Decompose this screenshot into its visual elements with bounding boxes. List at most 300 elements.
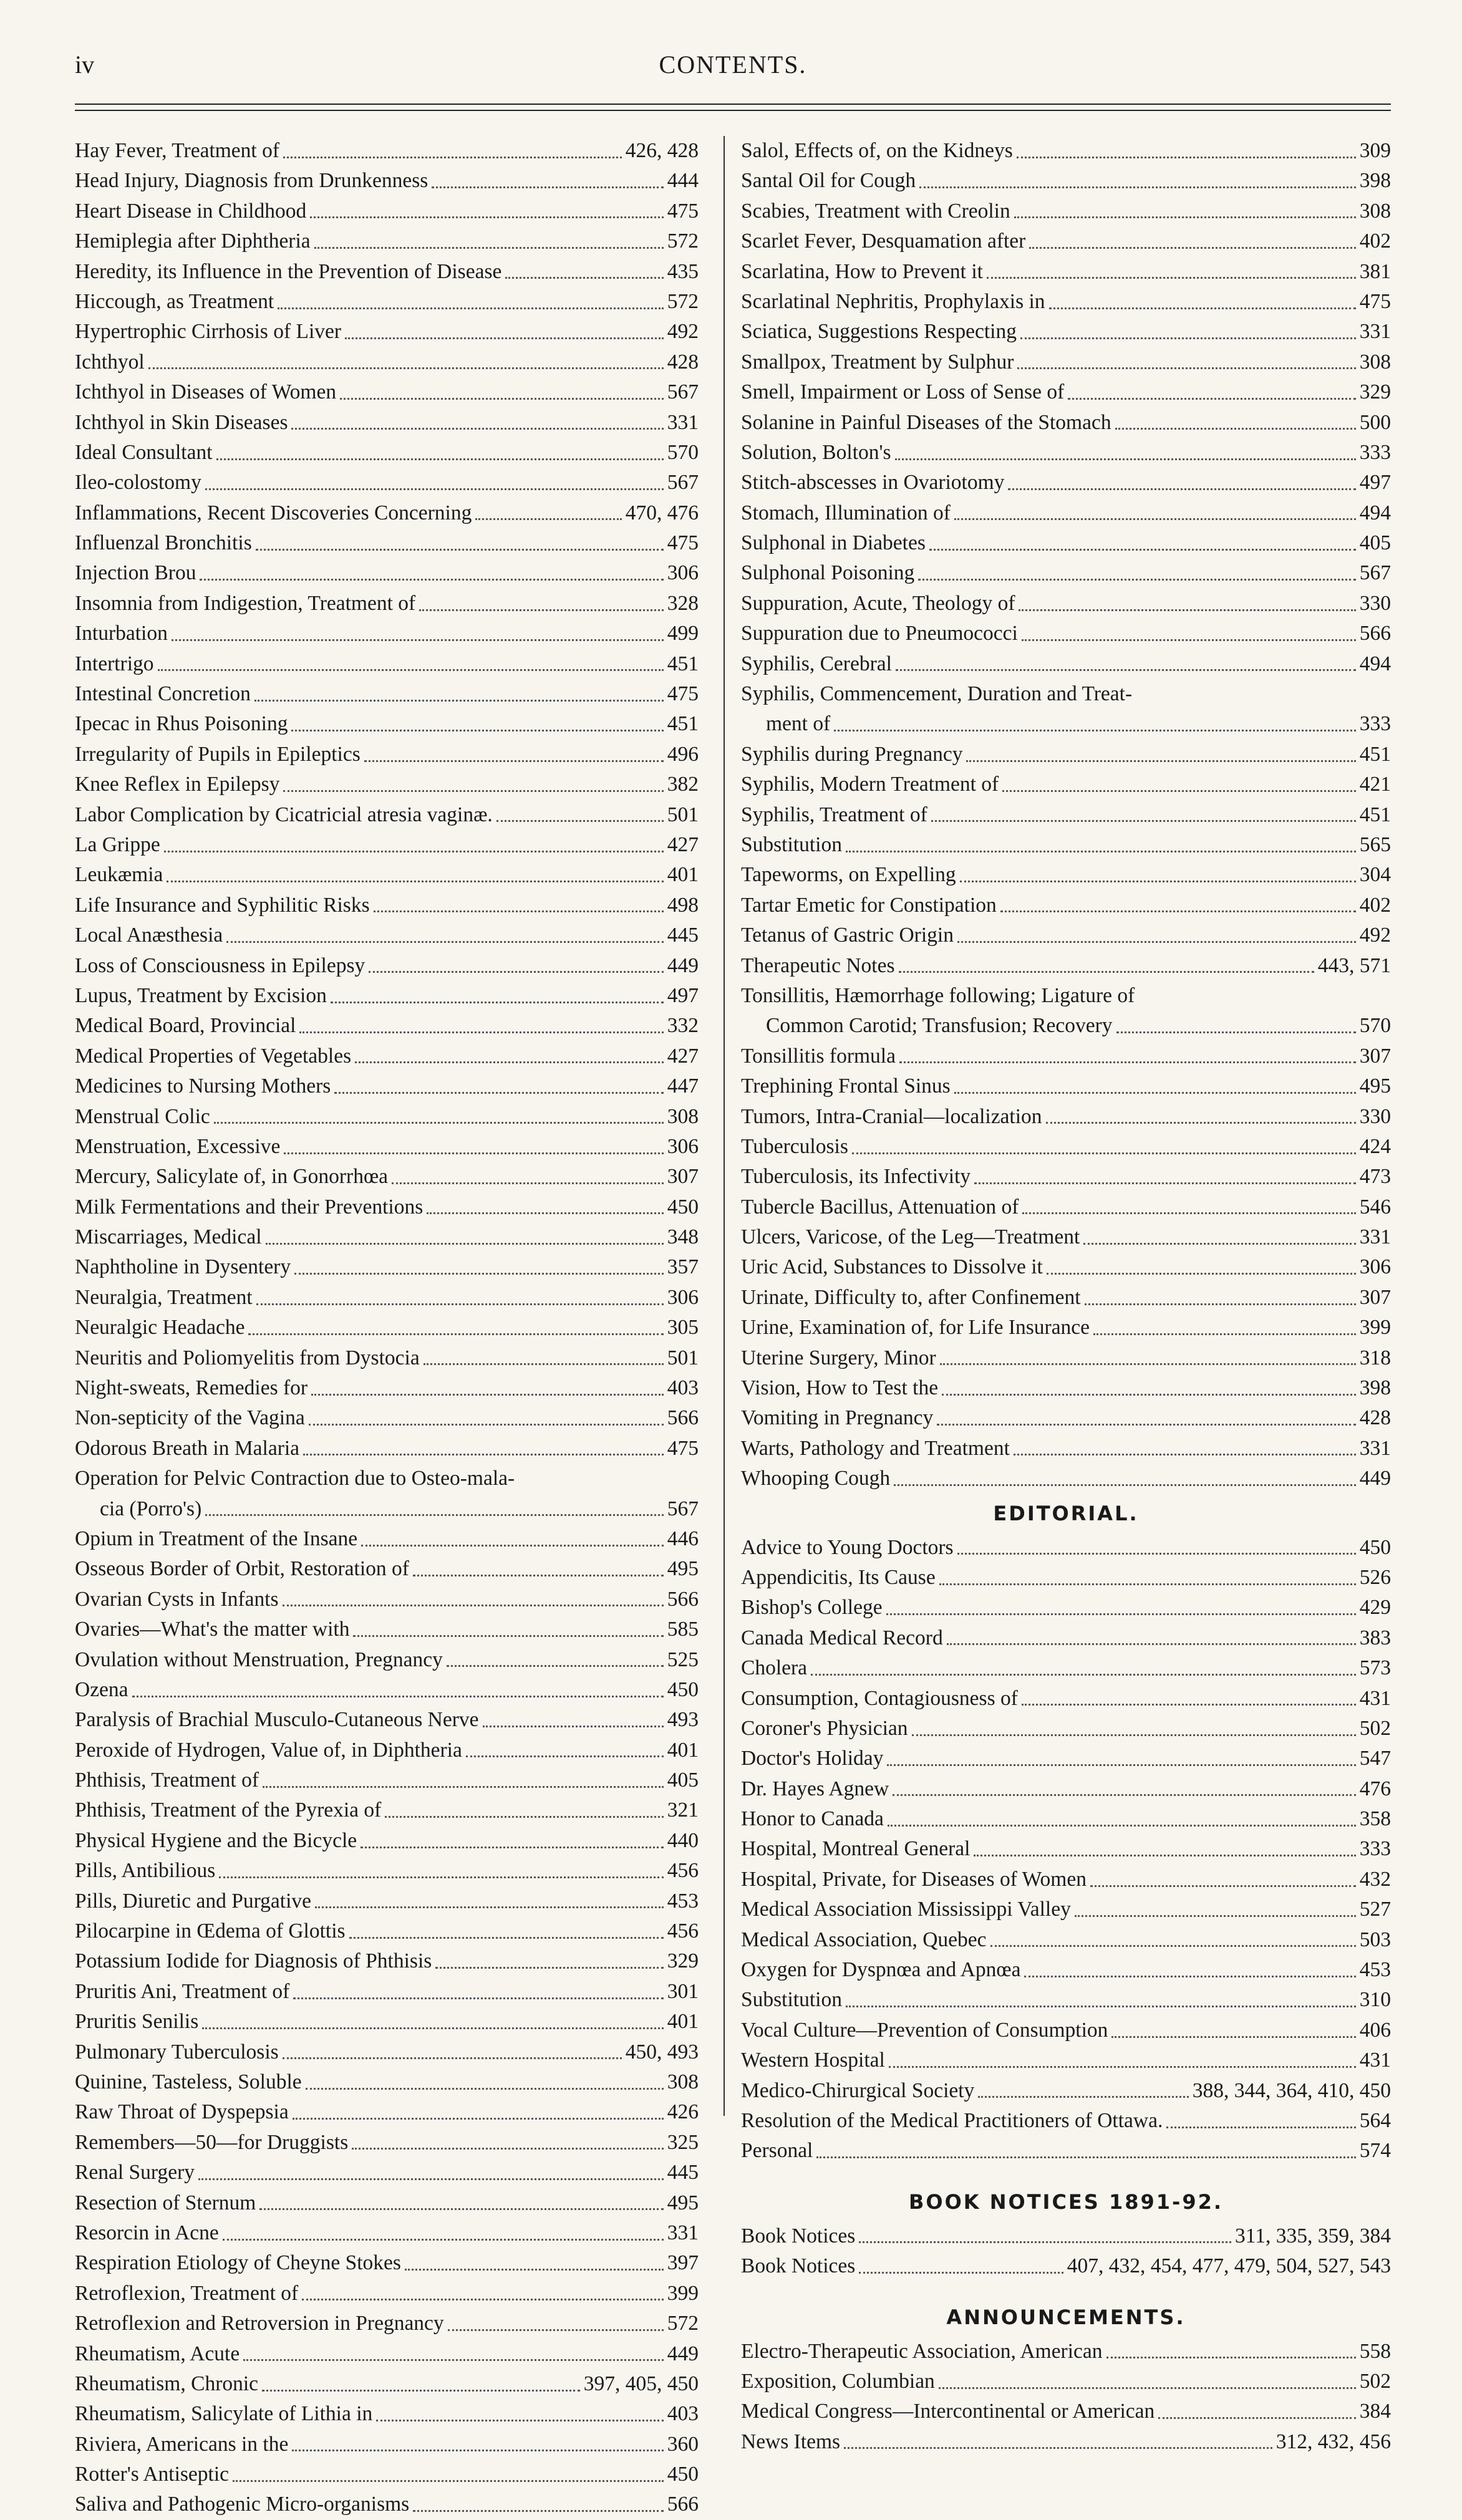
entry-title: Potassium Iodide for Diagnosis of Phthisis: [75, 1949, 432, 1973]
entry-page: 445: [667, 924, 699, 947]
dot-leader: [966, 760, 1355, 762]
entry-title: Heredity, its Influence in the Prevention of Disease: [75, 259, 502, 283]
entry-title: Knee Reflex in Epilepsy: [75, 773, 280, 796]
dot-leader: [974, 1182, 1356, 1184]
header-rule-bottom: [75, 110, 1391, 111]
entry-page: 348: [667, 1225, 699, 1249]
entry-page: 566: [667, 1406, 699, 1430]
entry-page: 525: [667, 1648, 699, 1671]
entry-title: Resection of Sternum: [75, 2191, 256, 2214]
dot-leader: [929, 549, 1356, 551]
entry-title: Tubercle Bacillus, Attenuation of: [741, 1195, 1019, 1219]
index-entry: [75, 1464, 699, 1494]
index-entry: [741, 619, 1391, 649]
entry-page: 451: [667, 652, 699, 675]
entry-page: 450: [1359, 1535, 1391, 1559]
entry-title: Life Insurance and Syphilitic Risks: [75, 893, 370, 917]
entry-title: Tapeworms, on Expelling: [741, 863, 956, 887]
index-column-left: [75, 136, 699, 2520]
dot-leader: [1022, 1704, 1356, 1706]
entry-page: 495: [1359, 1074, 1391, 1098]
entry-title: Cholera: [741, 1656, 808, 1680]
index-entry: [741, 1895, 1391, 1924]
dot-leader: [310, 216, 664, 218]
entry-title: Influenzal Bronchitis: [75, 531, 252, 555]
entry-page: 476: [1359, 1777, 1391, 1800]
dot-leader: [254, 700, 664, 702]
index-entry: [741, 1804, 1391, 1834]
dot-leader: [859, 2241, 1231, 2243]
entry-page: 333: [1359, 1837, 1391, 1861]
dot-leader: [223, 2239, 664, 2241]
entry-page: 401: [667, 2010, 699, 2034]
index-entry: [75, 377, 699, 407]
dot-leader: [447, 1665, 664, 1667]
dot-leader: [353, 1635, 663, 1637]
dot-leader: [266, 1243, 664, 1245]
index-entry: [75, 347, 699, 377]
entry-title: La Grippe: [75, 833, 160, 856]
entry-title: Retroflexion and Retroversion in Pregnancy: [75, 2312, 444, 2335]
index-entry: [75, 1765, 699, 1795]
dot-leader: [340, 398, 664, 400]
entry-page: 456: [667, 1859, 699, 1883]
index-entry: [75, 1916, 699, 1946]
entry-page: 558: [1359, 2339, 1391, 2363]
entry-page: 381: [1359, 259, 1391, 283]
entry-page: 428: [667, 350, 699, 374]
entry-title: Phthisis, Treatment of the Pyrexia of: [75, 1798, 382, 1822]
entry-title: Head Injury, Diagnosis from Drunkenness: [75, 169, 428, 193]
entry-title: News Items: [741, 2430, 841, 2453]
index-entry: [75, 2188, 699, 2218]
index-entry: [75, 740, 699, 770]
entry-page: 450: [667, 1195, 699, 1219]
index-entry: [741, 800, 1391, 830]
index-entry: [741, 1192, 1391, 1222]
index-entry: [741, 891, 1391, 920]
index-entry: [75, 830, 699, 860]
entry-title: Tetanus of Gastric Origin: [741, 924, 954, 947]
dot-leader: [1166, 2127, 1355, 2128]
dot-leader: [427, 1212, 664, 1214]
dot-leader: [435, 1967, 663, 1969]
entry-title: Ipecac in Rhus Poisoning: [75, 712, 288, 736]
entry-page: 570: [1359, 1014, 1391, 1038]
entry-title: Bishop's College: [741, 1596, 883, 1620]
entry-title: Suppuration due to Pneumococci: [741, 622, 1018, 645]
index-entry: [75, 2218, 699, 2248]
dot-leader: [243, 2359, 664, 2361]
entry-page: 424: [1359, 1134, 1391, 1158]
index-entry: [75, 800, 699, 830]
index-entry: [741, 1985, 1391, 2015]
index-entry: [741, 981, 1391, 1011]
entry-page: 428: [1359, 1406, 1391, 1430]
entry-title: Solution, Bolton's: [741, 440, 891, 464]
index-entry: [75, 2309, 699, 2339]
entry-page: 435: [667, 259, 699, 283]
dot-leader: [912, 1734, 1356, 1736]
entry-page: 573: [1359, 1656, 1391, 1680]
entry-title: Hiccough, as Treatment: [75, 289, 274, 313]
entry-title: Book Notices: [741, 2254, 856, 2278]
dot-leader: [413, 2510, 664, 2512]
dot-leader: [960, 881, 1356, 882]
dot-leader: [291, 730, 663, 731]
entry-page: 572: [667, 2312, 699, 2335]
index-entry: [741, 1464, 1391, 1494]
entry-page: 318: [1359, 1346, 1391, 1369]
entry-page: 567: [667, 1497, 699, 1520]
dot-leader: [834, 730, 1355, 731]
dot-leader: [1049, 307, 1356, 309]
entry-page: 301: [667, 1979, 699, 2003]
index-entry: [741, 2136, 1391, 2166]
entry-page: 397: [667, 2251, 699, 2275]
dot-leader: [216, 458, 664, 460]
index-entry: [75, 2007, 699, 2037]
dot-leader: [859, 2272, 1063, 2274]
entry-title: Stomach, Illumination of: [741, 501, 951, 524]
entry-page: 494: [1359, 652, 1391, 675]
entry-title: Labor Complication by Cicatricial atresia vaginæ.: [75, 803, 493, 826]
entry-title: Warts, Pathology and Treatment: [741, 1436, 1010, 1460]
entry-page: 440: [667, 1828, 699, 1852]
index-entry: [75, 468, 699, 498]
dot-leader: [931, 820, 1356, 822]
dot-leader: [345, 337, 664, 339]
entry-page: 403: [667, 2402, 699, 2426]
entry-title: Intertrigo: [75, 652, 154, 675]
entry-title: Canada Medical Record: [741, 1626, 943, 1649]
entry-title: Dr. Hayes Agnew: [741, 1777, 889, 1800]
entry-title: Electro-Therapeutic Association, American: [741, 2339, 1103, 2363]
index-entry: [75, 528, 699, 558]
index-entry: [75, 1585, 699, 1615]
index-entry: [75, 1011, 699, 1041]
entry-page: 475: [667, 682, 699, 706]
dot-leader: [374, 910, 664, 912]
entry-title: Menstrual Colic: [75, 1104, 210, 1128]
entry-title: Syphilis during Pregnancy: [741, 742, 963, 766]
dot-leader: [942, 1394, 1356, 1396]
entry-title: Heart Disease in Childhood: [75, 199, 307, 223]
index-entry: [75, 1283, 699, 1313]
index-entry: [741, 709, 1391, 739]
dot-leader: [1083, 1243, 1355, 1245]
dot-leader: [158, 669, 664, 671]
entry-title: Smell, Impairment or Loss of Sense of: [741, 380, 1065, 404]
entry-title: Sulphonal Poisoning: [741, 561, 915, 585]
index-entry: [75, 2430, 699, 2460]
dot-leader: [466, 1755, 664, 1757]
entry-title: Ovarian Cysts in Infants: [75, 1587, 279, 1611]
index-entry: [741, 2076, 1391, 2106]
entry-page: 451: [1359, 742, 1391, 766]
dot-leader: [293, 1997, 663, 1999]
index-entry: [75, 1373, 699, 1403]
index-entry: [75, 2489, 699, 2519]
entry-title: Odorous Breath in Malaria: [75, 1436, 300, 1460]
entry-page: 398: [1359, 1376, 1391, 1400]
dot-leader: [1029, 247, 1355, 249]
dot-leader: [392, 1182, 664, 1184]
dot-leader: [1115, 428, 1356, 430]
dot-leader: [226, 941, 664, 943]
index-entry: [741, 830, 1391, 860]
entry-page: 447: [667, 1074, 699, 1098]
index-entry: [741, 438, 1391, 468]
entry-page: 427: [667, 1044, 699, 1068]
index-entry: [75, 2339, 699, 2369]
dot-leader: [294, 1273, 664, 1275]
index-entry: [75, 920, 699, 950]
entry-page: 473: [1359, 1165, 1391, 1189]
index-entry: [741, 649, 1391, 679]
entry-page: 453: [1359, 1958, 1391, 1982]
entry-title: Medical Association Mississippi Valley: [741, 1898, 1071, 1921]
entry-title: Neuralgia, Treatment: [75, 1285, 253, 1309]
entry-title: Doctor's Holiday: [741, 1747, 884, 1770]
index-entry: [741, 1714, 1391, 1744]
dot-leader: [940, 1363, 1356, 1365]
entry-title: Resolution of the Medical Practitioners of Ottawa.: [741, 2109, 1163, 2132]
index-entry: [75, 709, 699, 739]
index-entry: [75, 408, 699, 438]
index-entry: [741, 226, 1391, 256]
entry-page: 383: [1359, 1626, 1391, 1649]
entry-title: Suppuration, Acute, Theology of: [741, 591, 1015, 615]
entry-page: 305: [667, 1316, 699, 1340]
dot-leader: [939, 2387, 1356, 2389]
index-entry: [75, 1977, 699, 2007]
entry-title: Scarlatinal Nephritis, Prophylaxis in: [741, 289, 1045, 313]
entry-page: 501: [667, 803, 699, 826]
index-entry: [741, 589, 1391, 619]
entry-title: Whooping Cough: [741, 1467, 891, 1490]
entry-title: Retroflexion, Treatment of: [75, 2281, 299, 2305]
dot-leader: [505, 277, 663, 279]
entry-page: 567: [667, 471, 699, 495]
index-entry: [75, 317, 699, 347]
entry-title: Santal Oil for Cough: [741, 169, 916, 193]
dot-leader: [888, 1825, 1356, 1827]
entry-page: 449: [667, 953, 699, 977]
entry-page: 330: [1359, 591, 1391, 615]
dot-leader: [896, 669, 1356, 671]
entry-title: Loss of Consciousness in Epilepsy: [75, 953, 366, 977]
entry-title: Ideal Consultant: [75, 440, 213, 464]
dot-leader: [214, 1122, 664, 1124]
entry-title: Medical Association, Quebec: [741, 1928, 987, 1951]
index-entry: [741, 1834, 1391, 1864]
index-entry: [75, 891, 699, 920]
entry-page: 574: [1359, 2139, 1391, 2163]
dot-leader: [306, 2088, 664, 2090]
dot-leader: [978, 2096, 1188, 2098]
entry-title: Miscarriages, Medical: [75, 1225, 262, 1249]
entry-page: 357: [667, 1255, 699, 1279]
dot-leader: [886, 1613, 1356, 1615]
entry-title: Ovulation without Menstruation, Pregnancy: [75, 1648, 443, 1671]
index-entry: [741, 1403, 1391, 1433]
dot-leader: [1014, 216, 1356, 218]
dot-leader: [219, 1876, 663, 1878]
entry-title: Syphilis, Modern Treatment of: [741, 773, 999, 796]
entry-title: Appendicitis, Its Cause: [741, 1565, 936, 1589]
entry-title: Neuralgic Headache: [75, 1316, 245, 1340]
entry-page: 402: [1359, 229, 1391, 253]
index-entry: [75, 589, 699, 619]
entry-page: 308: [1359, 199, 1391, 223]
entry-page: 307: [667, 1165, 699, 1189]
entry-title: Rotter's Antiseptic: [75, 2463, 230, 2486]
entry-page: 445: [667, 2161, 699, 2184]
entry-title: Vomiting in Pregnancy: [741, 1406, 934, 1430]
entry-title: Insomnia from Indigestion, Treatment of: [75, 591, 416, 615]
index-entry: [75, 2248, 699, 2278]
entry-page: 502: [1359, 2369, 1391, 2393]
editorial-section: [741, 1533, 1391, 2166]
entry-title: Opium in Treatment of the Insane: [75, 1527, 358, 1550]
index-entry: [741, 1343, 1391, 1373]
dot-leader: [918, 579, 1355, 581]
dot-leader: [1090, 1885, 1356, 1887]
entry-title: Pills, Antibilious: [75, 1859, 216, 1883]
dot-leader: [957, 1553, 1356, 1555]
entry-page: 492: [1359, 924, 1391, 947]
entry-title: Uterine Surgery, Minor: [741, 1346, 936, 1369]
index-entry: [741, 740, 1391, 770]
entry-page: 495: [667, 1557, 699, 1581]
entry-page: 475: [667, 531, 699, 555]
dot-leader: [816, 2156, 1355, 2158]
entry-title: Rheumatism, Salicylate of Lithia in: [75, 2402, 373, 2426]
entry-page: 546: [1359, 1195, 1391, 1219]
general-index-section: [741, 136, 1391, 1494]
entry-title: Pruritis Ani, Treatment of: [75, 1979, 290, 2003]
index-entry: [741, 679, 1391, 709]
entry-page: 470, 476: [625, 501, 699, 524]
dot-leader: [1111, 2036, 1355, 2038]
entry-page: 567: [667, 380, 699, 404]
index-entry: [741, 770, 1391, 799]
dot-leader: [939, 1583, 1356, 1585]
dot-leader: [1024, 1976, 1355, 1977]
page-number: iv: [75, 51, 95, 79]
entry-page: 332: [667, 1014, 699, 1038]
entry-page: 309: [1359, 139, 1391, 162]
entry-title: Ichthyol in Diseases of Women: [75, 380, 337, 404]
entry-page: 585: [667, 1618, 699, 1641]
entry-page: 498: [667, 893, 699, 917]
entry-title: Ozena: [75, 1678, 128, 1701]
dot-leader: [299, 1031, 663, 1033]
dot-leader: [475, 518, 621, 520]
entry-title: Book Notices: [741, 2224, 856, 2247]
entry-page: 494: [1359, 501, 1391, 524]
entry-title: Solanine in Painful Diseases of the Stomach: [741, 410, 1111, 434]
entry-title: Advice to Young Doctors: [741, 1535, 954, 1559]
index-entry: [75, 2369, 699, 2399]
dot-leader: [974, 1855, 1355, 1856]
index-entry: [741, 1653, 1391, 1683]
dot-leader: [957, 941, 1356, 943]
entry-page: 566: [667, 1587, 699, 1611]
index-entry: [75, 1524, 699, 1554]
entry-title: Local Anæsthesia: [75, 924, 223, 947]
dot-leader: [1022, 1212, 1355, 1214]
entry-page: 426, 428: [625, 139, 699, 162]
index-entry: [75, 679, 699, 709]
index-entry: [75, 2158, 699, 2188]
entry-page: 405: [667, 1769, 699, 1792]
book-notices-heading: BOOK NOTICES 1891-92.: [908, 2189, 1223, 2214]
entry-title: Raw Throat of Dyspepsia: [75, 2100, 289, 2124]
entry-title: Tumors, Intra-Cranial—localization: [741, 1104, 1042, 1128]
entry-page: 329: [1359, 380, 1391, 404]
dot-leader: [283, 157, 622, 158]
dot-leader: [899, 971, 1314, 973]
entry-page: 405: [1359, 531, 1391, 555]
index-entry: [741, 1102, 1391, 1132]
dot-leader: [987, 277, 1356, 279]
dot-leader: [172, 639, 664, 641]
index-entry: [741, 1011, 1391, 1041]
entry-title: Smallpox, Treatment by Sulphur: [741, 350, 1014, 374]
dot-leader: [1046, 1122, 1356, 1124]
entry-page: 306: [667, 1285, 699, 1309]
index-entry: [741, 347, 1391, 377]
entry-title: Hemiplegia after Diphtheria: [75, 229, 311, 253]
entry-page: 475: [667, 199, 699, 223]
dot-leader: [292, 2450, 663, 2451]
entry-title: Rheumatism, Acute: [75, 2342, 240, 2365]
entry-title: Common Carotid; Transfusion; Recovery: [766, 1014, 1113, 1038]
entry-page: 333: [1359, 712, 1391, 736]
dot-leader: [361, 1545, 664, 1547]
index-entry: [741, 2397, 1391, 2426]
index-entry: [75, 136, 699, 166]
entry-page: 308: [667, 2070, 699, 2093]
dot-leader: [198, 2178, 664, 2180]
entry-page: 306: [1359, 1255, 1391, 1279]
entry-title: Renal Surgery: [75, 2161, 195, 2184]
entry-title: Medical Congress—Intercontinental or American: [741, 2400, 1155, 2423]
entry-title: Sciatica, Suggestions Respecting: [741, 320, 1017, 344]
entry-title: Stitch-abscesses in Ovariotomy: [741, 471, 1005, 495]
dot-leader: [413, 1575, 664, 1576]
dot-leader: [1106, 2357, 1356, 2358]
entry-title: Pilocarpine in Œdema of Glottis: [75, 1919, 346, 1943]
index-entry: [741, 2427, 1391, 2457]
entry-title: Resorcin in Acne: [75, 2221, 219, 2244]
dot-leader: [483, 1726, 664, 1727]
entry-page: 426: [667, 2100, 699, 2124]
index-entry: [741, 1434, 1391, 1464]
dot-leader: [164, 851, 664, 852]
dot-leader: [811, 1674, 1356, 1676]
dot-leader: [893, 1794, 1356, 1796]
dot-leader: [302, 2299, 664, 2300]
index-entry: [741, 1252, 1391, 1282]
dot-leader: [355, 1061, 664, 1063]
entry-page: 503: [1359, 1928, 1391, 1951]
entry-title: Scabies, Treatment with Creolin: [741, 199, 1010, 223]
dot-leader: [293, 2118, 664, 2120]
entry-page: 497: [1359, 471, 1391, 495]
